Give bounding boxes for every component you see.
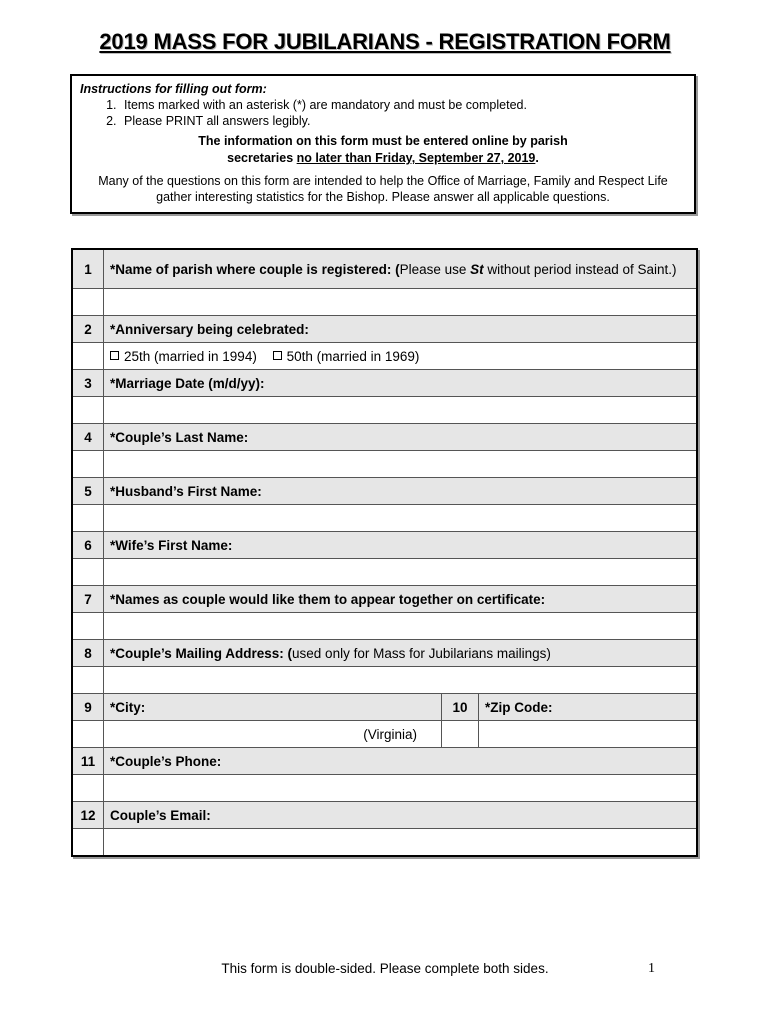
question-label-husband-name: *Husband’s First Name: xyxy=(104,478,698,505)
question-number: 12 xyxy=(72,802,104,829)
anniversary-option-25th[interactable] xyxy=(110,349,257,364)
question-row xyxy=(72,694,697,721)
answer-number-cell xyxy=(442,721,479,748)
answer-number-cell xyxy=(72,397,104,424)
question-number: 4 xyxy=(72,424,104,451)
checkbox-icon[interactable] xyxy=(110,351,119,360)
answer-row xyxy=(72,559,697,586)
state-note: (Virginia) xyxy=(363,726,417,742)
answer-row xyxy=(72,451,697,478)
answer-row xyxy=(72,775,697,802)
question-label-parish xyxy=(104,249,698,289)
answer-number-cell xyxy=(72,667,104,694)
question-label-marriage-date: *Marriage Date (m/d/yy): xyxy=(104,370,698,397)
wife-name-field[interactable] xyxy=(104,559,698,586)
marriage-date-field[interactable] xyxy=(104,397,698,424)
answer-number-cell xyxy=(72,451,104,478)
question-number: 8 xyxy=(72,640,104,667)
question-label-phone: *Couple’s Phone: xyxy=(104,748,698,775)
question-row xyxy=(72,748,697,775)
question-row xyxy=(72,370,697,397)
answer-row xyxy=(72,829,697,857)
last-name-field[interactable] xyxy=(104,451,698,478)
notice-line-1: The information on this form must be entered online by parish xyxy=(198,134,568,148)
checkbox-icon[interactable] xyxy=(273,351,282,360)
form-title: 2019 MASS FOR JUBILARIANS - REGISTRATION FORM xyxy=(99,29,671,54)
phone-field[interactable] xyxy=(104,775,698,802)
instructions-paragraph: Many of the questions on this form are intended to help the Office of Marriage, Family and Respect Life gather interesting statistics for the Bishop. Please answer all applicable questions. xyxy=(98,174,668,204)
question-number: 10 xyxy=(442,694,479,721)
question-number: 3 xyxy=(72,370,104,397)
question-label-zip: *Zip Code: xyxy=(479,694,698,721)
question-label-certificate-names: *Names as couple would like them to appear together on certificate: xyxy=(104,586,698,613)
question-row xyxy=(72,424,697,451)
question-number: 6 xyxy=(72,532,104,559)
question-number: 1 xyxy=(72,249,104,289)
question-note: without period instead of Saint.) xyxy=(483,261,677,277)
footer-note: This form is double-sided. Please complete both sides. xyxy=(221,961,549,976)
question-row xyxy=(72,586,697,613)
answer-number-cell xyxy=(72,505,104,532)
question-number: 2 xyxy=(72,316,104,343)
question-label-last-name: *Couple’s Last Name: xyxy=(104,424,698,451)
answer-number-cell xyxy=(72,721,104,748)
answer-row xyxy=(72,343,697,370)
question-note: used only for Mass for Jubilarians mailings) xyxy=(292,645,551,661)
deadline-notice xyxy=(80,133,686,167)
anniversary-options xyxy=(104,343,698,370)
answer-row xyxy=(72,397,697,424)
question-number: 7 xyxy=(72,586,104,613)
answer-row xyxy=(72,721,697,748)
page-number: 1 xyxy=(648,961,655,976)
option-label: 25th (married in 1994) xyxy=(124,348,257,364)
question-row xyxy=(72,316,697,343)
question-number: 5 xyxy=(72,478,104,505)
question-row xyxy=(72,249,697,289)
question-number: 11 xyxy=(72,748,104,775)
city-field[interactable] xyxy=(104,721,442,748)
question-row xyxy=(72,532,697,559)
answer-number-cell xyxy=(72,289,104,316)
instructions-list xyxy=(80,97,686,129)
question-label-anniversary: *Anniversary being celebrated: xyxy=(104,316,698,343)
question-note-emphasis: St xyxy=(470,261,484,277)
answer-number-cell xyxy=(72,829,104,857)
question-number: 9 xyxy=(72,694,104,721)
instruction-item: 1. Items marked with an asterisk (*) are mandatory and must be completed. xyxy=(120,97,686,113)
mailing-address-field[interactable] xyxy=(104,667,698,694)
answer-row xyxy=(72,667,697,694)
zip-code-field[interactable] xyxy=(479,721,698,748)
answer-number-cell xyxy=(72,613,104,640)
question-row xyxy=(72,640,697,667)
notice-line-2-pre: secretaries xyxy=(227,151,297,165)
question-label-text: *Couple’s Mailing Address: ( xyxy=(110,645,293,661)
answer-row xyxy=(72,289,697,316)
instruction-item: 2. Please PRINT all answers legibly. xyxy=(120,113,686,129)
question-label-wife-name: *Wife’s First Name: xyxy=(104,532,698,559)
answer-number-cell xyxy=(72,775,104,802)
notice-deadline: no later than Friday, September 27, 2019 xyxy=(296,151,536,165)
answer-number-cell xyxy=(72,343,104,370)
husband-name-field[interactable] xyxy=(104,505,698,532)
instructions-heading: Instructions for filling out form: xyxy=(80,82,267,96)
registration-table xyxy=(71,248,698,857)
certificate-names-field[interactable] xyxy=(104,613,698,640)
question-label-mailing-address xyxy=(104,640,698,667)
anniversary-option-50th[interactable] xyxy=(273,349,420,364)
question-note: Please use xyxy=(399,261,471,277)
parish-answer-field[interactable] xyxy=(104,289,698,316)
question-label-text: *Name of parish where couple is registered: ( xyxy=(110,261,400,277)
question-row xyxy=(72,478,697,505)
instructions-box xyxy=(70,74,696,214)
question-row xyxy=(72,802,697,829)
answer-row xyxy=(72,613,697,640)
question-label-city: *City: xyxy=(104,694,442,721)
email-field[interactable] xyxy=(104,829,698,857)
answer-number-cell xyxy=(72,559,104,586)
option-label: 50th (married in 1969) xyxy=(286,348,420,364)
notice-line-2-post: . xyxy=(535,151,539,165)
question-label-email: Couple’s Email: xyxy=(104,802,698,829)
answer-row xyxy=(72,505,697,532)
